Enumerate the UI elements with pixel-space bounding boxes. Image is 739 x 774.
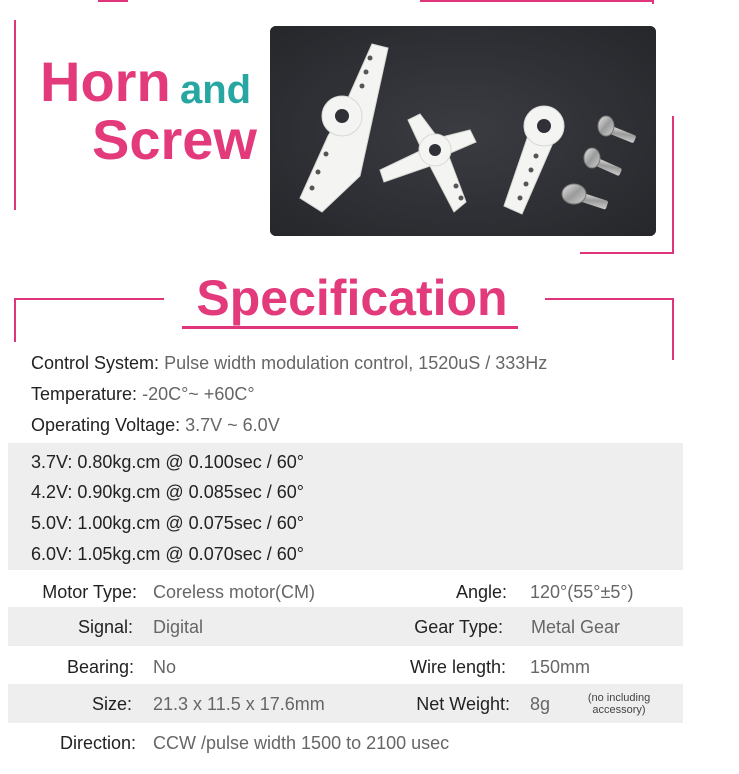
spec-frame-right-vertical (672, 298, 674, 360)
bearing-label: Bearing: (66, 657, 134, 677)
right-frame-vertical-top (672, 116, 674, 254)
signal-value: Digital (153, 617, 204, 637)
performance-line-5v0: 5.0V: 1.00kg.cm @ 0.075sec / 60° (31, 513, 304, 533)
spec-frame-left-vertical (14, 298, 16, 342)
motor-type-label: Motor Type: (42, 582, 137, 602)
left-frame-vertical-top (14, 20, 16, 210)
spec-title-underline (182, 326, 518, 329)
gear-type-label: Gear Type: (414, 617, 503, 637)
temperature-label: Temperature: (31, 384, 138, 404)
direction-value: CCW /pulse width 1500 to 2100 usec (153, 733, 450, 753)
wire-length-label: Wire length: (409, 657, 506, 677)
signal-label: Signal: (77, 617, 133, 637)
motor-type-value: Coreless motor(CM) (153, 582, 316, 602)
top-frame-corner-right (652, 0, 654, 4)
horn-screw-photo (270, 26, 656, 236)
spec-frame-left-horizontal (14, 298, 164, 300)
wire-length-value: 150mm (530, 657, 591, 677)
size-label: Size: (91, 694, 132, 714)
net-weight-note-line-2: accessory) (592, 704, 646, 716)
spec-frame-right-horizontal (545, 298, 673, 300)
control-system-value: Pulse width modulation control, 1520uS / 333Hz (164, 353, 548, 373)
control-system-label: Control System: (31, 353, 160, 373)
right-frame-bottom-top (580, 252, 674, 254)
top-frame-line-right (420, 0, 652, 2)
top-frame-line-left (98, 0, 128, 2)
gear-type-value: Metal Gear (531, 617, 621, 637)
direction-label: Direction: (59, 733, 136, 753)
horn-screw-illustration (270, 26, 656, 236)
net-weight-label: Net Weight: (416, 694, 510, 714)
size-value: 21.3 x 11.5 x 17.6mm (153, 694, 325, 714)
net-weight-value: 8g (530, 694, 551, 714)
and-title: and (180, 68, 252, 112)
horn-title: Horn (40, 50, 171, 113)
performance-line-4v2: 4.2V: 0.90kg.cm @ 0.085sec / 60° (31, 482, 304, 502)
net-weight-note (580, 692, 658, 716)
angle-value: 120°(55°±5°) (530, 582, 634, 602)
screw-title: Screw (92, 108, 257, 171)
temperature-row (31, 383, 255, 405)
operating-voltage-value: 3.7V ~ 6.0V (185, 415, 280, 435)
angle-label: Angle: (455, 582, 507, 602)
performance-line-6v0: 6.0V: 1.05kg.cm @ 0.070sec / 60° (31, 544, 304, 564)
operating-voltage-row (31, 414, 280, 436)
bearing-value: No (153, 657, 177, 677)
specification-title: Specification (196, 270, 508, 326)
control-system-row (31, 352, 547, 374)
operating-voltage-label: Operating Voltage: (31, 415, 181, 435)
performance-line-3v7: 3.7V: 0.80kg.cm @ 0.100sec / 60° (31, 452, 304, 472)
temperature-value: -20C°~ +60C° (142, 384, 255, 404)
net-weight-note-line-1: (no including (587, 692, 651, 704)
